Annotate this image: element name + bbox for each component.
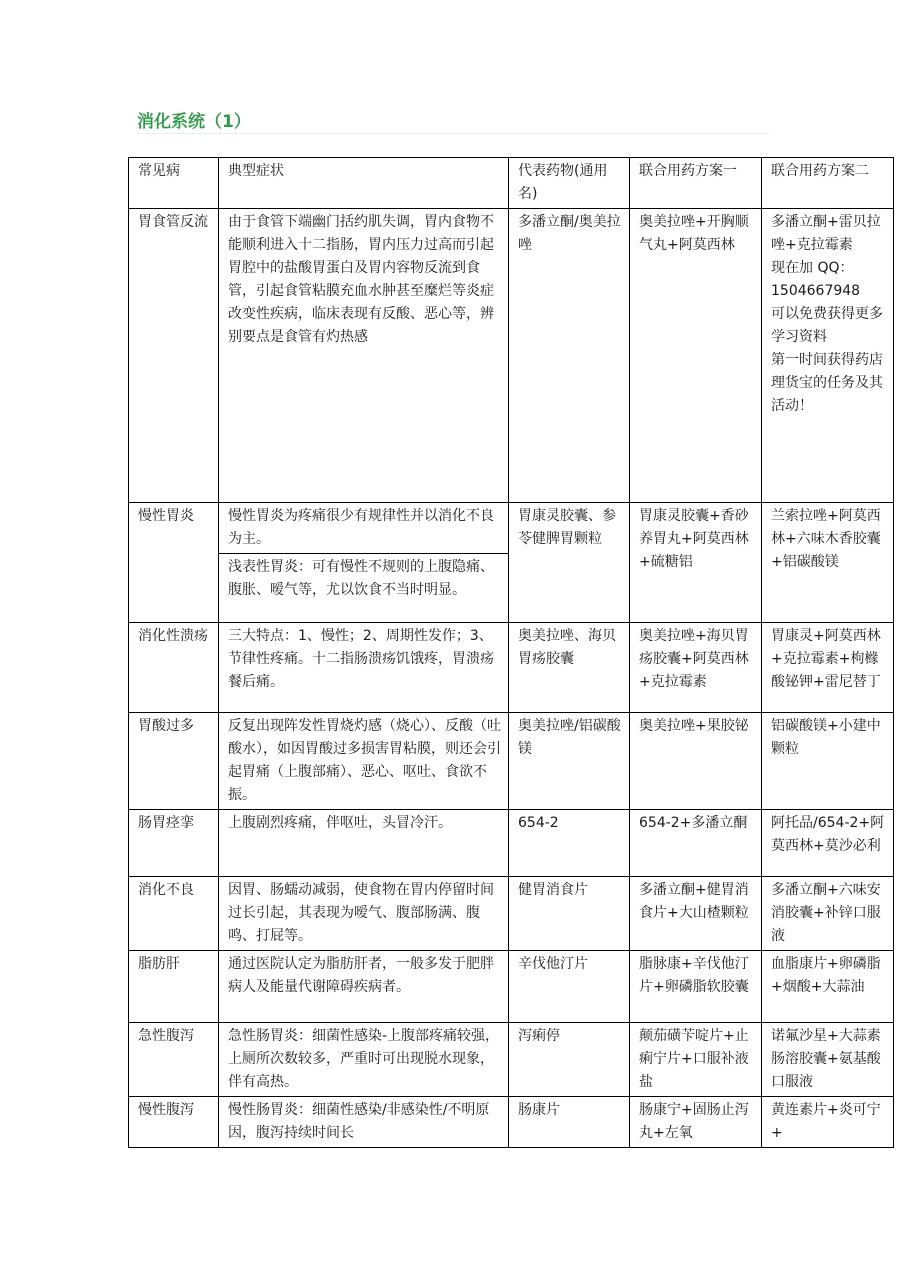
- drug-cell: 654-2: [509, 810, 630, 877]
- drug-cell: 奥美拉唑/铝碳酸镁: [509, 713, 630, 810]
- drug-cell: 辛伐他汀片: [509, 951, 630, 1023]
- header-symptoms: 典型症状: [219, 158, 509, 209]
- plan1-cell: 胃康灵胶囊+香砂养胃丸+阿莫西林+硫糖铝: [630, 503, 762, 623]
- plan2-line: 兰索拉唑+阿莫西林+六味木香胶囊+铝碳酸镁: [771, 508, 881, 570]
- symptoms-cell: 三大特点：1、慢性；2、周期性发作；3、节律性疼痛。十二指肠溃疡饥饿疼，胃溃疡餐后痛。: [219, 623, 509, 713]
- plan2-line: 1504667948: [771, 283, 861, 299]
- symptoms-subcell: 慢性胃炎为疼痛很少有规律性并以消化不良为主。: [228, 508, 494, 547]
- header-plan2: 联合用药方案二: [762, 158, 894, 209]
- plan1-cell: 脂脉康+辛伐他汀片+卵磷脂软胶囊: [630, 951, 762, 1023]
- plan1-cell: 肠康宁+固肠止泻丸+左氧: [630, 1097, 762, 1148]
- disease-cell: 消化不良: [129, 877, 219, 951]
- disease-cell: 胃食管反流: [129, 209, 219, 503]
- plan2-cell: [762, 951, 894, 1023]
- plan2-line: 血脂康片+卵磷脂+烟酸+大蒜油: [771, 956, 881, 995]
- table-row: [129, 877, 894, 951]
- symptoms-cell: 通过医院认定为脂肪肝者，一般多发于肥胖病人及能量代谢障碍疾病者。: [219, 951, 509, 1023]
- plan2-line: 多潘立酮+雷贝拉唑+克拉霉素: [771, 214, 881, 253]
- plan2-line: 可以免费获得更多学习资料: [771, 306, 883, 345]
- plan1-cell: 颠茄磺苄啶片+止痢宁片+口服补液盐: [630, 1023, 762, 1097]
- disease-cell: 慢性胃炎: [129, 503, 219, 623]
- drug-cell: 健胃消食片: [509, 877, 630, 951]
- symptoms-cell: 上腹剧烈疼痛，伴呕吐，头冒冷汗。: [219, 810, 509, 877]
- plan2-line: 多潘立酮+六味安消胶囊+补锌口服液: [771, 882, 881, 944]
- disease-cell: 急性腹泻: [129, 1023, 219, 1097]
- drug-cell: 泻痢停: [509, 1023, 630, 1097]
- plan2-cell: [762, 1023, 894, 1097]
- table-row: [129, 951, 894, 1023]
- disease-cell: 胃酸过多: [129, 713, 219, 810]
- plan1-cell: 多潘立酮+健胃消食片+大山楂颗粒: [630, 877, 762, 951]
- table-row: [129, 209, 894, 503]
- table-header-row: [129, 158, 894, 209]
- table-row: [129, 810, 894, 877]
- plan2-cell: [762, 810, 894, 877]
- drug-cell: 胃康灵胶囊、参苓健脾胃颗粒: [509, 503, 630, 623]
- header-plan1: 联合用药方案一: [630, 158, 762, 209]
- plan2-line: 第一时间获得药店理货宝的任务及其活动！: [771, 352, 883, 414]
- plan1-cell: 奥美拉唑+海贝胃疡胶囊+阿莫西林+克拉霉素: [630, 623, 762, 713]
- plan2-line: 铝碳酸镁+小建中颗粒: [771, 718, 881, 757]
- table-row: [129, 1097, 894, 1148]
- plan2-cell: [762, 623, 894, 713]
- disease-cell: 慢性腹泻: [129, 1097, 219, 1148]
- plan1-cell: 654-2+多潘立酮: [630, 810, 762, 877]
- page-title: 消化系统（1）: [137, 112, 251, 132]
- title-divider: [137, 133, 769, 134]
- plan2-cell: [762, 1097, 894, 1148]
- symptoms-cell: [219, 503, 509, 623]
- symptoms-cell: 急性肠胃炎：细菌性感染-上腹部疼痛较强，上厕所次数较多，严重时可出现脱水现象，伴有高热。: [219, 1023, 509, 1097]
- table-row: [129, 1023, 894, 1097]
- disease-cell: 肠胃痉挛: [129, 810, 219, 877]
- table-row: [129, 713, 894, 810]
- plan2-cell: [762, 503, 894, 623]
- header-disease: 常见病: [129, 158, 219, 209]
- plan2-line: 胃康灵+阿莫西林+克拉霉素+枸橼酸铋钾+雷尼替丁: [771, 628, 881, 690]
- drug-table: [128, 157, 894, 1148]
- plan2-line: 阿托品/654-2+阿莫西林+莫沙必利: [771, 815, 885, 854]
- plan2-line: 现在加 QQ：: [771, 260, 854, 276]
- table-row: [129, 623, 894, 713]
- plan2-line: 诺氟沙星+大蒜素肠溶胶囊+氨基酸口服液: [771, 1028, 881, 1090]
- symptoms-cell: 慢性肠胃炎：细菌性感染/非感染性/不明原因，腹泻持续时间长: [219, 1097, 509, 1148]
- disease-cell: 脂肪肝: [129, 951, 219, 1023]
- plan2-cell: [762, 877, 894, 951]
- symptoms-cell: 因胃、肠蠕动减弱，使食物在胃内停留时间过长引起，其表现为嗳气、腹部肠满、腹鸣、打屁等。: [219, 877, 509, 951]
- drug-cell: 肠康片: [509, 1097, 630, 1148]
- drug-cell: 奥美拉唑、海贝胃疡胶囊: [509, 623, 630, 713]
- plan2-line: 黄连素片+炎可宁+: [771, 1102, 881, 1141]
- symptoms-subcell: 浅表性胃炎：可有慢性不规则的上腹隐痛、腹胀、嗳气等，尤以饮食不当时明显。: [219, 553, 508, 604]
- disease-cell: 消化性溃疡: [129, 623, 219, 713]
- drug-cell: 多潘立酮/奥美拉唑: [509, 209, 630, 503]
- plan1-cell: 奥美拉唑+开胸顺气丸+阿莫西林: [630, 209, 762, 503]
- header-drug: 代表药物(通用名): [509, 158, 630, 209]
- symptoms-cell: 由于食管下端幽门括约肌失调，胃内食物不能顺利进入十二指肠，胃内压力过高而引起胃腔中的盐酸胃蛋白及胃内容物反流到食管，引起食管粘膜充血水肿甚至糜烂等炎症改变性疾病，临床表现有反酸、恶心等，辨别要点是食管有灼热感: [219, 209, 509, 503]
- plan2-cell: [762, 713, 894, 810]
- symptoms-cell: 反复出现阵发性胃烧灼感（烧心）、反酸（吐酸水），如因胃酸过多损害胃粘膜，则还会引起胃痛（上腹部痛）、恶心、呕吐、食欲不振。: [219, 713, 509, 810]
- plan2-cell: [762, 209, 894, 503]
- table-row: [129, 503, 894, 623]
- plan1-cell: 奥美拉唑+果胶铋: [630, 713, 762, 810]
